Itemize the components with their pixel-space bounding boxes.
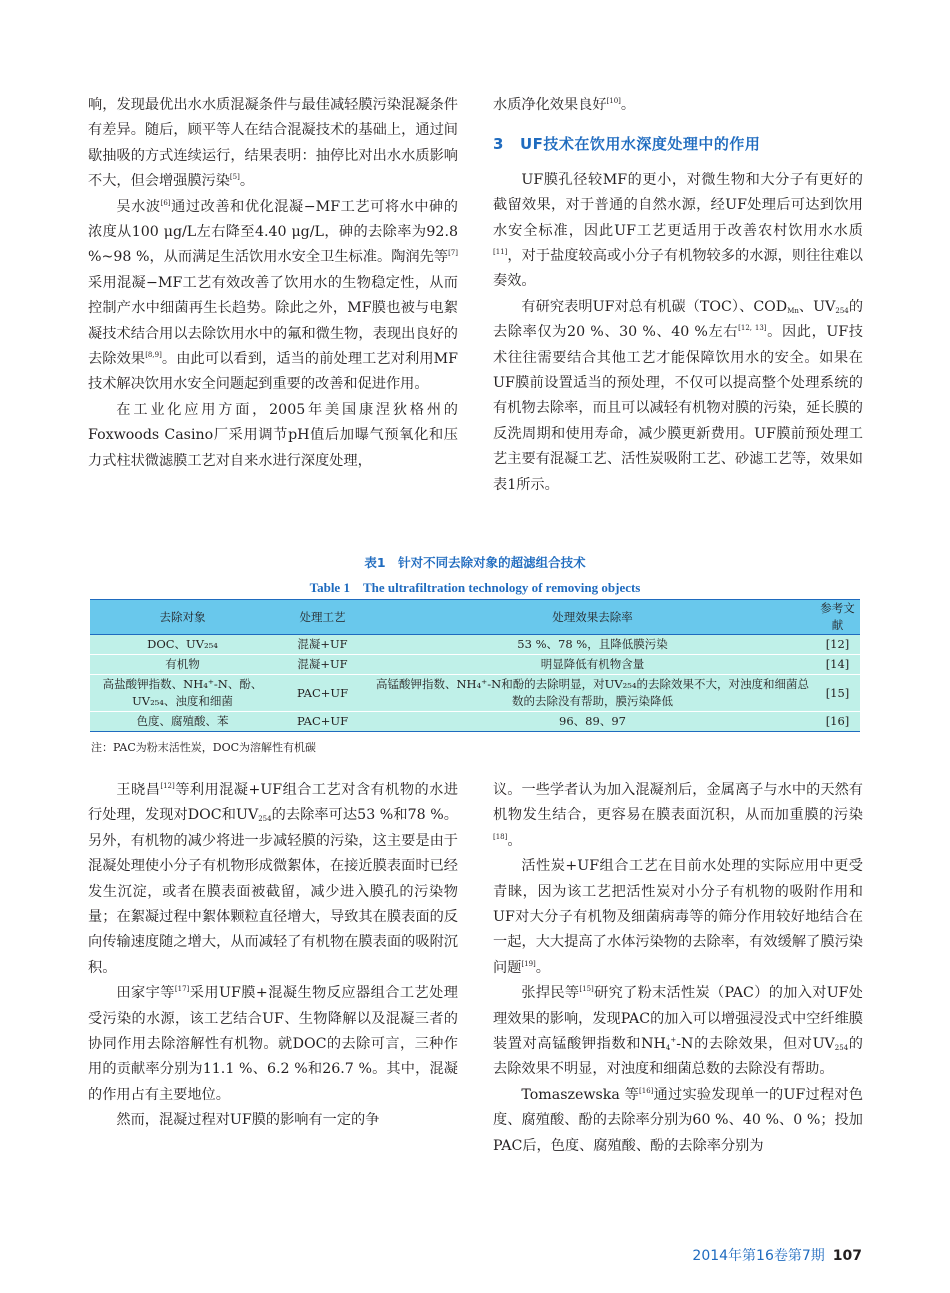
section-number: 3: [493, 135, 504, 154]
citation: [6]: [160, 198, 171, 207]
citation: [11]: [493, 248, 508, 257]
paragraph: 然而，混凝过程对UF膜的影响有一定的争: [116, 1112, 380, 1129]
table-note: 注：PAC为粉末活性炭，DOC为溶解性有机碳: [91, 741, 317, 754]
left-column-bottom: [88, 778, 458, 1134]
data-table: [90, 599, 860, 732]
paragraph: 在工业化应用方面，2005年美国康涅狄格州的Foxwoods Casino厂采用调节pH值后加曝气预氧化和压力式柱状微滤膜工艺对自来水进行深度处理，: [88, 401, 458, 469]
citation: [16]: [639, 1086, 654, 1095]
right-column-top: [493, 93, 863, 498]
section-title: UF技术在饮用水深度处理中的作用: [519, 135, 761, 154]
citation: [15]: [579, 985, 594, 994]
citation: [12]: [160, 782, 175, 790]
table-row: 有机物 混凝+UF 明显降低有机物含量 [14]: [90, 655, 860, 675]
citation: [7]: [448, 249, 458, 258]
citation: [12, 13]: [738, 324, 767, 333]
column-header: 去除对象: [90, 600, 275, 635]
citation: [5]: [229, 173, 240, 182]
right-column-bottom: [493, 778, 863, 1159]
table-row: 色度、腐殖酸、苯 PAC+UF 96、89、97 [16]: [90, 712, 860, 732]
paragraph: 水质净化效果良好[10]。: [493, 97, 636, 113]
page-number: 107: [832, 1248, 862, 1264]
paragraph: 田家宇等[17]采用UF膜+混凝生物反应器组合工艺处理受污染的水源，该工艺结合UF、生物降解以及混凝三者的协同作用去除溶解性有机物。就DOC的去除可言，三种作用的贡献率分别为11.1 %、6.2 %和26.7 %。其中，混凝的作用占有主要地位。: [88, 985, 458, 1103]
citation: [19]: [521, 959, 536, 968]
section-heading: [493, 132, 863, 157]
table-row: 高盐酸钾指数、NH₄⁺-N、酚、UV₂₅₄、浊度和细菌 PAC+UF 高锰酸钾指数、NH₄⁺-N和酚的去除明显，对UV₂₅₄的去除效果不大，对浊度和细菌总数的去除没有帮助，膜污染降低 [15]: [90, 675, 860, 712]
paragraph: 王晓昌[12]等利用混凝+UF组合工艺对含有机物的水进行处理，发现对DOC和$UV_{254}$的去除率可达53 %和78 %。另外，有机物的减少将进一步减轻膜的污染，这主要是由于混凝处理使小分子有机物形成微絮体，在接近膜表面时已经发生沉淀，或者在膜表面被截留，减少进入膜孔的污染物量；在絮凝过程中絮体颗粒直径增大，导致其在膜表面的反向传输速度随之增大，从而减轻了有机物在膜表面的吸附沉积。: [88, 782, 458, 976]
paragraph: UF膜孔径较MF的更小，对微生物和大分子有更好的截留效果，对于普通的自然水源，经UF处理后可达到饮用水安全标准，因此UF工艺更适用于改善农村饮用水水质[11]，对于盐度较高或小分子有机物较多的水源，则往往难以奏效。: [493, 171, 863, 290]
journal-issue: 2014年第16卷第7期: [692, 1248, 825, 1264]
left-column-top: [88, 93, 458, 474]
paragraph: 有研究表明UF对总有机碳（TOC）、$COD_{Mn}$、$UV_{254}$的去除率仅为20 %、30 %、40 %左右[12, 13]。因此，UF技术往往需要结合其他工艺才能保障饮用水的安全。如果在UF膜前设置适当的预处理，不仅可以提高整个处理系统的有机物去除率，而且可以减轻有机物对膜的污染，延长膜的反洗周期和使用寿命，减少膜更新费用。UF膜前预处理工艺主要有混凝工艺、活性炭吸附工艺、砂滤工艺等，效果如表1所示。: [493, 298, 864, 493]
column-header: 处理效果去除率: [370, 600, 815, 635]
paragraph: 活性炭+UF组合工艺在目前水处理的实际应用中更受青睐，因为该工艺把活性炭对小分子有机物的吸附作用和UF对大分子有机物及细菌病毒等的筛分作用较好地结合在一起，大大提高了水体污染物的去除率，有效缓解了膜污染问题[19]。: [493, 858, 863, 976]
paragraph: 吴水波[6]通过改善和优化混凝−MF工艺可将水中砷的浓度从100 μg/L左右降至4.40 μg/L，砷的去除率为92.8 %~98 %，从而满足生活饮用水安全卫生标准。陶润先等[7]采用混凝−MF工艺有效改善了饮用水的生物稳定性，从而控制产水中细菌再生长趋势。除此之外，MF膜也被与电絮凝技术结合用以去除饮用水中的氟和微生物，表现出良好的去除效果[8,9]。由此可以看到，适当的前处理工艺对利用MF技术解决饮用水安全问题起到重要的改善和促进作用。: [88, 198, 458, 393]
citation: [8,9]: [145, 351, 162, 360]
paragraph: Tomaszewska 等[16]通过实验发现单一的UF过程对色度、腐殖酸、酚的去除率分别为60 %、40 %、0 %；投加PAC后，色度、腐殖酸、酚的去除率分别为: [493, 1086, 863, 1154]
column-header: 参考文献: [815, 600, 860, 635]
paragraph: 议。一些学者认为加入混凝剂后，金属离子与水中的天然有机物发生结合，更容易在膜表面沉积，从而加重膜的污染[18]。: [493, 782, 863, 849]
column-header: 处理工艺: [275, 600, 370, 635]
table-header-row: [90, 600, 860, 635]
paragraph: 张捍民等[15]研究了粉末活性炭（PAC）的加入对UF处理效果的影响，发现PAC的加入可以增强浸没式中空纤维膜装置对高锰酸钾指数和$NH_4^+-N$的去除效果，但对$UV_{254}$的去除效果不明显，对浊度和细菌总数的去除没有帮助。: [493, 985, 863, 1078]
citation: [10]: [606, 97, 621, 105]
table-caption-chinese: 表1 针对不同去除对象的超滤组合技术: [364, 555, 586, 570]
page-footer: [692, 1245, 862, 1265]
table-caption-english: Table 1 The ultrafiltration technology of removing objects: [309, 580, 641, 595]
citation: [18]: [493, 832, 508, 841]
table-row: DOC、UV₂₅₄ 混凝+UF 53 %、78 %，且降低膜污染 [12]: [90, 635, 860, 655]
citation: [17]: [174, 985, 190, 994]
paragraph: 响，发现最优出水水质混凝条件与最佳减轻膜污染混凝条件有差异。随后，顾平等人在结合混凝技术的基础上，通过间歇抽吸的方式连续运行，结果表明：抽停比对出水水质影响不大，但会增强膜污染[5]。: [88, 97, 458, 190]
